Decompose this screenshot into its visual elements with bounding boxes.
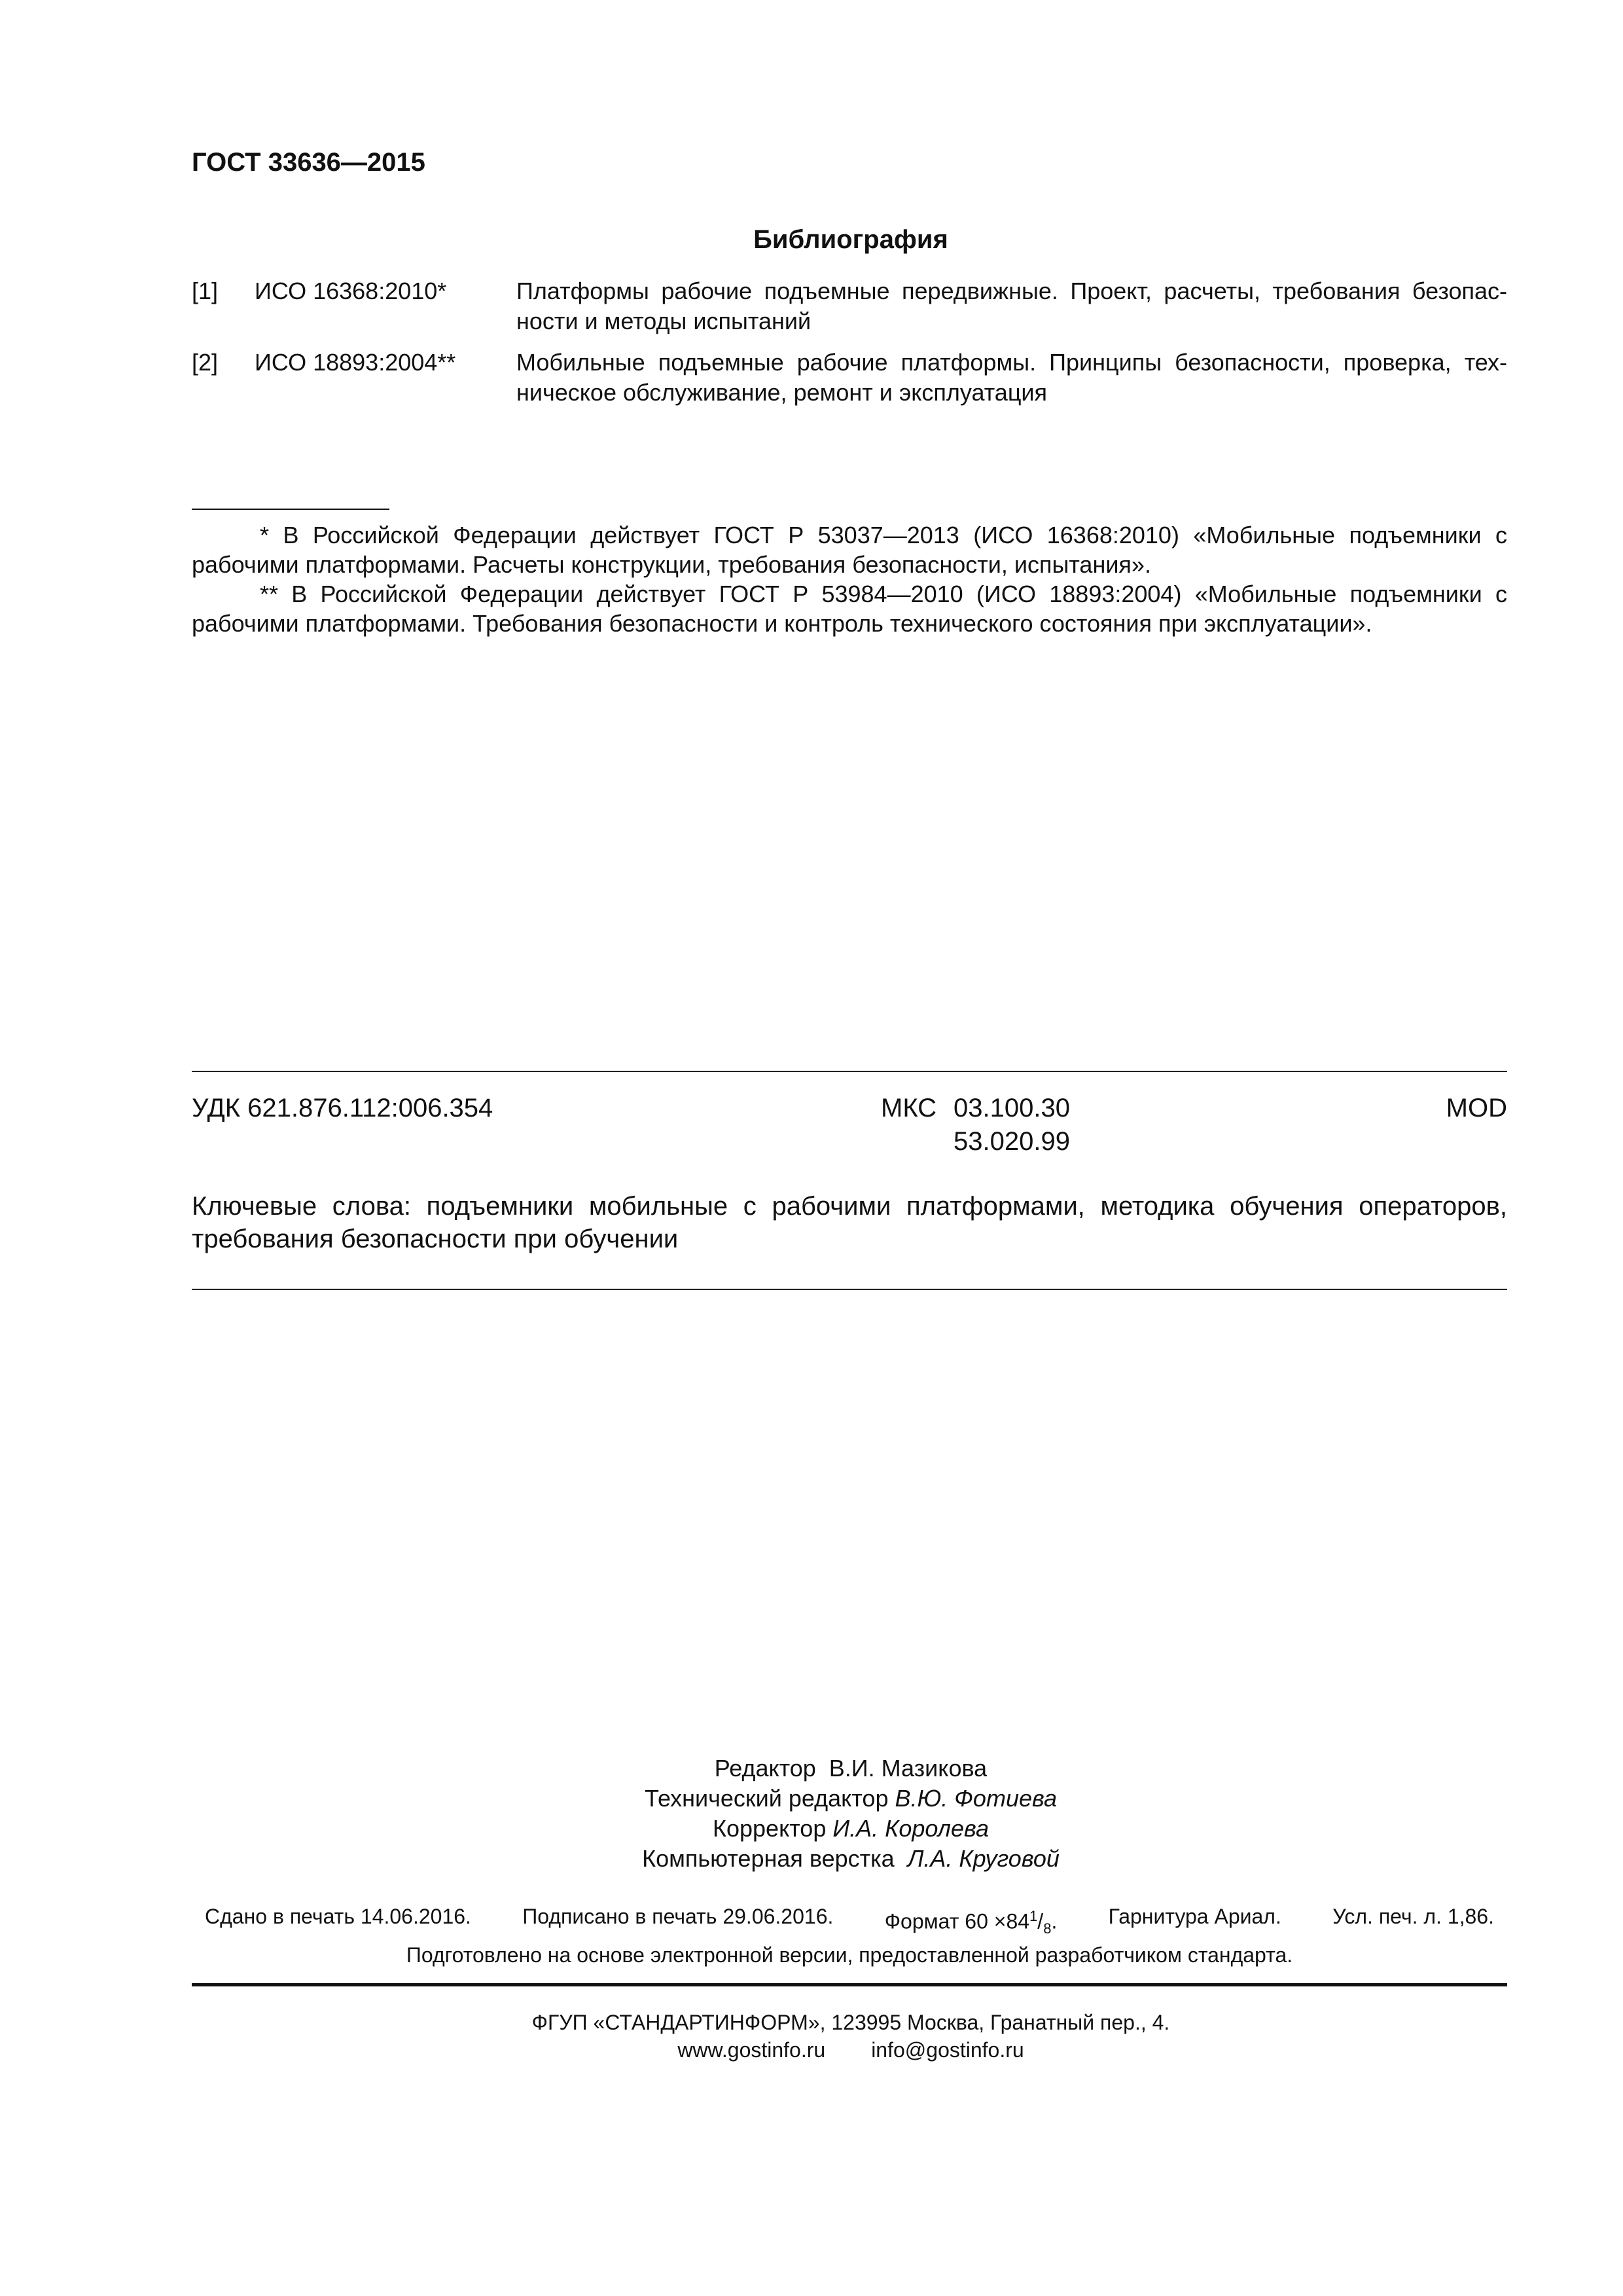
corrector-line: [79, 1814, 1623, 1844]
typeface: Гарнитура Ариал.: [1108, 1905, 1281, 1928]
footnote-1: * В Российской Федерации действует ГОСТ Р 53037—2013 (ИСО 16368:2010) «Мобильные подъемники с рабочими платформами. Расчеты конструкции, требования безопасности, испытания».: [192, 522, 1507, 578]
bibliography-title: Библиография: [753, 225, 948, 254]
mks-label: МКС: [881, 1094, 937, 1122]
keywords: Ключевые слова: подъемники мобильные с рабочими платформами, методика обучения операторов, требования безопасности при обучении: [192, 1192, 1507, 1253]
publisher-site-link[interactable]: www.gostinfo.ru: [677, 2038, 826, 2062]
bibliography-item-number: [2]: [192, 349, 219, 376]
bibliography-item: [192, 276, 1507, 342]
mod-label: MOD: [1446, 1094, 1507, 1122]
footnote-separator: [192, 509, 389, 510]
bibliography-item-text: Мобильные подъемные рабочие платформы. Принципы безопасности, проверка, тех-ническое обслуживание, ремонт и эксплуатация: [516, 349, 1507, 406]
corrector-label: Корректор: [713, 1815, 827, 1842]
format: Формат $60 \times 84^1/_8$.: [884, 1908, 1058, 1937]
editor-label: Редактор: [714, 1755, 816, 1782]
bibliography-item-text: Платформы рабочие подъемные передвижные. Проект, расчеты, требования безопас-ности и методы испытаний: [516, 278, 1507, 334]
publisher-block: [0, 2009, 1623, 2064]
mks-code-1: 03.100.30: [954, 1094, 1070, 1122]
divider-top: [192, 1071, 1507, 1072]
layout-name: Л.А. Круговой: [907, 1845, 1060, 1872]
editor-line: [79, 1753, 1623, 1784]
document-code: ГОСТ 33636—2015: [192, 148, 425, 177]
imprint-block: [192, 1903, 1507, 1968]
publisher-address: ФГУП «СТАНДАРТИНФОРМ», 123995 Москва, Гранатный пер., 4.: [531, 2011, 1170, 2034]
footnote-2: ** В Российской Федерации действует ГОСТ Р 53984—2010 (ИСО 18893:2004) «Мобильные подъемники с рабочими платформами. Требования безопасности и контроль технического состояния при эксплуатации».: [192, 581, 1507, 637]
publisher-email-link[interactable]: info@gostinfo.ru: [871, 2038, 1024, 2062]
tech-editor-name: В.Ю. Фотиева: [895, 1785, 1058, 1812]
mks-code-2: 53.020.99: [954, 1127, 1070, 1156]
corrector-name: И.А. Королева: [832, 1815, 989, 1842]
publisher-contacts: [79, 2036, 1623, 2064]
layout-line: [79, 1844, 1623, 1874]
editor-name: В.И. Мазикова: [829, 1755, 988, 1782]
signed-to-print: Подписано в печать 29.06.2016.: [522, 1905, 834, 1928]
tech-editor-line: [79, 1784, 1623, 1814]
bibliography-item: [192, 348, 1507, 413]
sent-to-print: Сдано в печать 14.06.2016.: [205, 1905, 471, 1928]
udk-code: УДК 621.876.112:006.354: [192, 1094, 493, 1122]
layout-label: Компьютерная верстка: [642, 1845, 895, 1872]
bibliography-item-code: ИСО 18893:2004**: [255, 349, 456, 376]
credits-block: [0, 1753, 1623, 1874]
imprint-row: [192, 1903, 1507, 1942]
divider-keywords: [192, 1289, 1507, 1290]
bibliography-item-number: [1]: [192, 278, 219, 304]
tech-editor-label: Технический редактор: [644, 1785, 889, 1812]
bibliography-item-code: ИСО 16368:2010*: [255, 278, 447, 304]
imprint-note: Подготовлено на основе электронной версии, предоставленной разработчиком стандарта.: [406, 1943, 1293, 1967]
print-sheets: Усл. печ. л. 1,86.: [1332, 1905, 1494, 1928]
divider-publisher: [192, 1983, 1507, 1986]
